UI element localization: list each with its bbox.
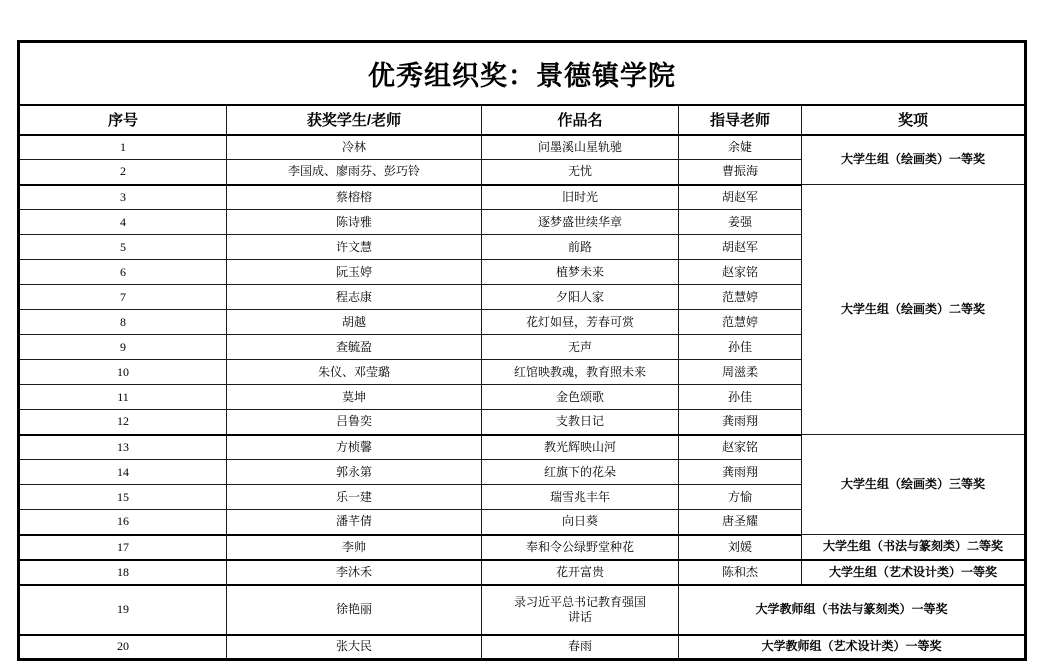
cell-student: 许文慧 <box>227 235 482 260</box>
table-row <box>19 135 1026 160</box>
work-text: 录习近平总书记教育强国讲话 <box>513 594 646 624</box>
cell-work: 金色颂歌 <box>482 385 679 410</box>
table-row <box>19 585 1026 635</box>
cell-teacher: 唐圣耀 <box>679 510 802 535</box>
cell-student: 潘芊倩 <box>227 510 482 535</box>
cell-no: 7 <box>19 285 227 310</box>
cell-student: 冷林 <box>227 135 482 160</box>
page-title: 优秀组织奖：景德镇学院 <box>19 42 1026 105</box>
cell-teacher: 龚雨翔 <box>679 460 802 485</box>
cell-teacher: 陈和杰 <box>679 560 802 585</box>
cell-student: 吕鲁奕 <box>227 410 482 435</box>
cell-work <box>482 585 679 635</box>
cell-work: 花开富贵 <box>482 560 679 585</box>
cell-teacher: 方愉 <box>679 485 802 510</box>
cell-work: 问墨溪山星轨驰 <box>482 135 679 160</box>
col-header-student: 获奖学生/老师 <box>227 105 482 135</box>
cell-teacher: 范慧婷 <box>679 310 802 335</box>
cell-teacher: 孙佳 <box>679 385 802 410</box>
cell-work: 花灯如昼，芳春可赏 <box>482 310 679 335</box>
cell-work: 春雨 <box>482 635 679 660</box>
cell-student: 陈诗雅 <box>227 210 482 235</box>
cell-teacher: 范慧婷 <box>679 285 802 310</box>
cell-no: 19 <box>19 585 227 635</box>
cell-teacher: 赵家铭 <box>679 260 802 285</box>
cell-student: 李国成、廖雨芬、彭巧铃 <box>227 160 482 185</box>
title-row <box>19 42 1026 105</box>
table-row <box>19 635 1026 660</box>
cell-work: 植梦未来 <box>482 260 679 285</box>
cell-student: 阮玉婷 <box>227 260 482 285</box>
cell-student: 方桢馨 <box>227 435 482 460</box>
table-row <box>19 435 1026 460</box>
header-row <box>19 105 1026 135</box>
cell-work: 旧时光 <box>482 185 679 210</box>
cell-no: 8 <box>19 310 227 335</box>
table-row <box>19 535 1026 560</box>
cell-no: 1 <box>19 135 227 160</box>
cell-no: 3 <box>19 185 227 210</box>
col-header-no: 序号 <box>19 105 227 135</box>
cell-teacher: 赵家铭 <box>679 435 802 460</box>
cell-award: 大学生组（书法与篆刻类）二等奖 <box>802 535 1026 560</box>
cell-student: 莫坤 <box>227 385 482 410</box>
cell-work: 红旗下的花朵 <box>482 460 679 485</box>
cell-award: 大学教师组（书法与篆刻类）一等奖 <box>679 585 1026 635</box>
cell-teacher: 刘媛 <box>679 535 802 560</box>
cell-work: 奉和令公绿野堂种花 <box>482 535 679 560</box>
col-header-award: 奖项 <box>802 105 1026 135</box>
cell-no: 15 <box>19 485 227 510</box>
cell-work: 教光辉映山河 <box>482 435 679 460</box>
cell-teacher: 胡赵军 <box>679 185 802 210</box>
cell-no: 13 <box>19 435 227 460</box>
cell-student: 张大民 <box>227 635 482 660</box>
cell-work: 无声 <box>482 335 679 360</box>
cell-student: 李沐禾 <box>227 560 482 585</box>
cell-award: 大学生组（绘画类）二等奖 <box>802 185 1026 435</box>
cell-work: 红馆映教魂，教育照未来 <box>482 360 679 385</box>
cell-teacher: 曹振海 <box>679 160 802 185</box>
cell-no: 2 <box>19 160 227 185</box>
cell-student: 郭永第 <box>227 460 482 485</box>
cell-no: 18 <box>19 560 227 585</box>
cell-award: 大学生组（艺术设计类）一等奖 <box>802 560 1026 585</box>
cell-work: 瑞雪兆丰年 <box>482 485 679 510</box>
cell-student: 朱仪、邓莹璐 <box>227 360 482 385</box>
cell-no: 4 <box>19 210 227 235</box>
cell-student: 程志康 <box>227 285 482 310</box>
cell-student: 徐艳丽 <box>227 585 482 635</box>
table-row <box>19 185 1026 210</box>
cell-student: 查毓盈 <box>227 335 482 360</box>
cell-work: 向日葵 <box>482 510 679 535</box>
cell-work: 无忧 <box>482 160 679 185</box>
col-header-teacher: 指导老师 <box>679 105 802 135</box>
awards-table <box>17 40 1027 661</box>
cell-no: 16 <box>19 510 227 535</box>
cell-teacher: 胡赵军 <box>679 235 802 260</box>
cell-student: 李帅 <box>227 535 482 560</box>
cell-no: 9 <box>19 335 227 360</box>
cell-teacher: 龚雨翔 <box>679 410 802 435</box>
cell-award: 大学生组（绘画类）一等奖 <box>802 135 1026 185</box>
cell-no: 10 <box>19 360 227 385</box>
cell-no: 17 <box>19 535 227 560</box>
cell-no: 20 <box>19 635 227 660</box>
cell-work: 夕阳人家 <box>482 285 679 310</box>
cell-no: 5 <box>19 235 227 260</box>
cell-no: 11 <box>19 385 227 410</box>
cell-teacher: 周滋柔 <box>679 360 802 385</box>
cell-student: 蔡榕榕 <box>227 185 482 210</box>
cell-teacher: 余婕 <box>679 135 802 160</box>
cell-teacher: 孙佳 <box>679 335 802 360</box>
cell-no: 14 <box>19 460 227 485</box>
cell-work: 逐梦盛世续华章 <box>482 210 679 235</box>
col-header-work: 作品名 <box>482 105 679 135</box>
cell-award: 大学教师组（艺术设计类）一等奖 <box>679 635 1026 660</box>
cell-student: 乐一建 <box>227 485 482 510</box>
cell-no: 12 <box>19 410 227 435</box>
table-row <box>19 560 1026 585</box>
cell-student: 胡越 <box>227 310 482 335</box>
cell-work: 前路 <box>482 235 679 260</box>
cell-award: 大学生组（绘画类）三等奖 <box>802 435 1026 535</box>
cell-teacher: 姜强 <box>679 210 802 235</box>
cell-work: 支教日记 <box>482 410 679 435</box>
cell-no: 6 <box>19 260 227 285</box>
